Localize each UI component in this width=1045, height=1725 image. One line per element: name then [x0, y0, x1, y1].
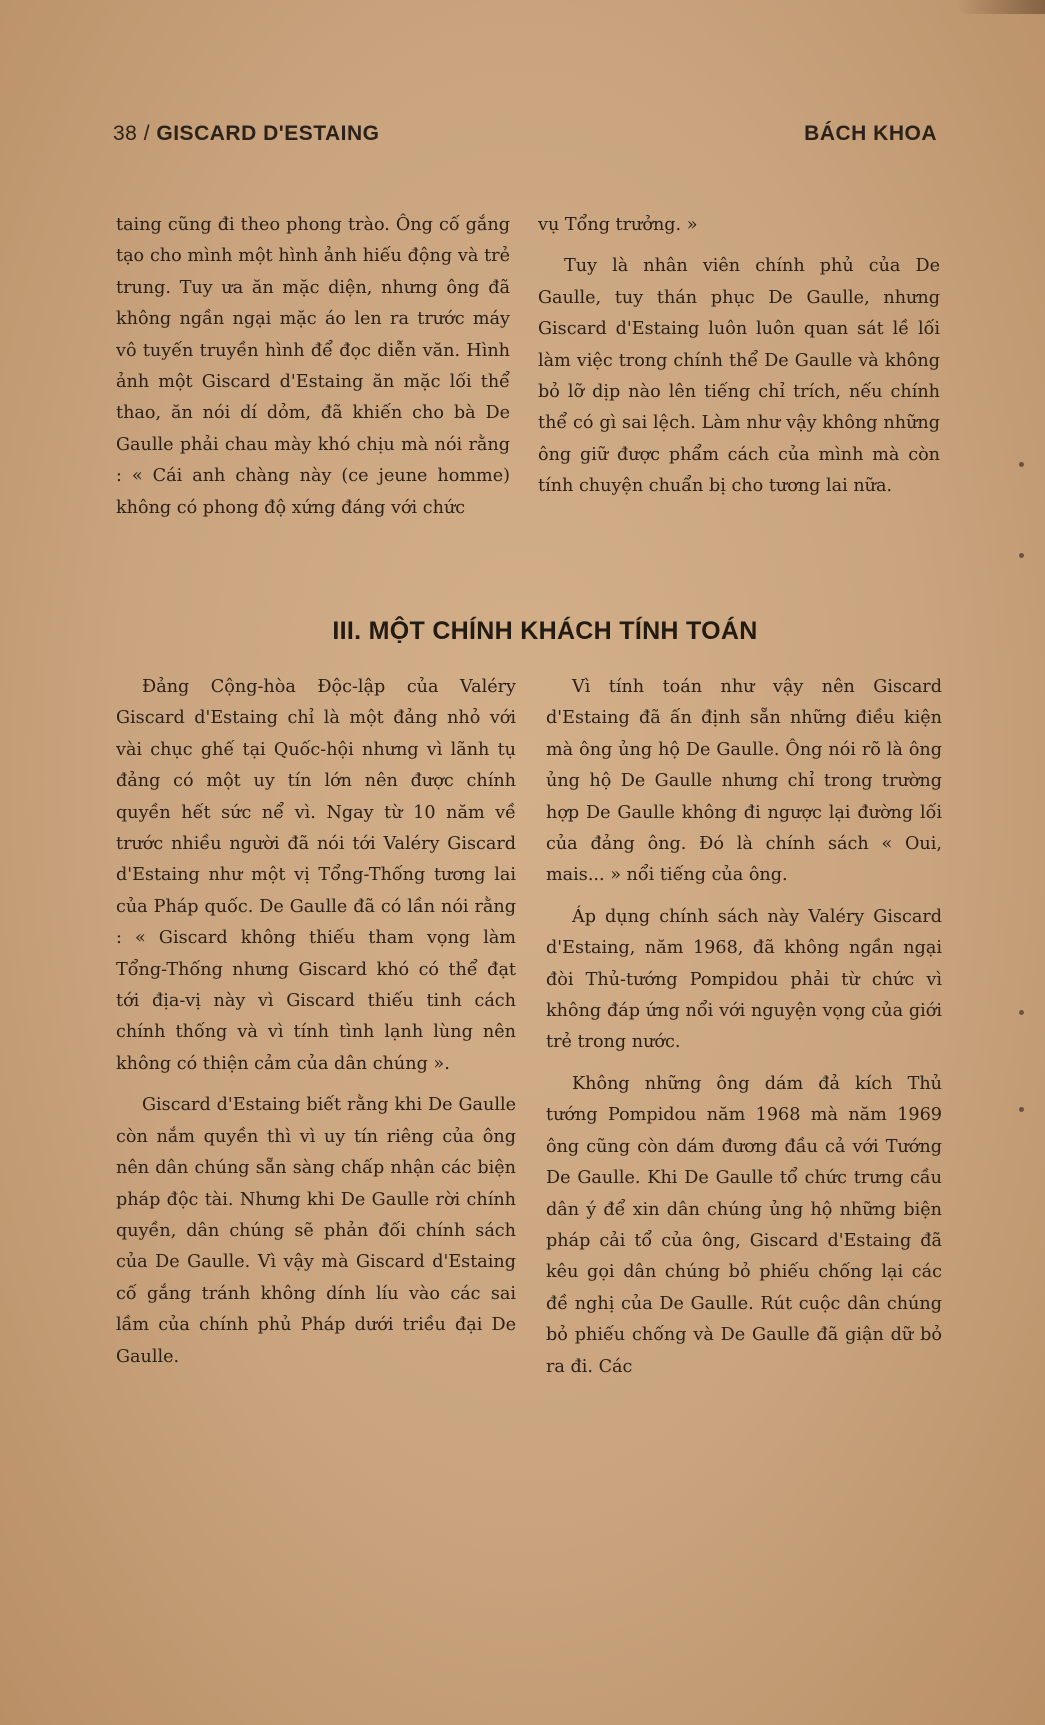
header-left: [113, 122, 380, 146]
margin-speck: [1019, 462, 1024, 467]
paragraph: vụ Tổng trưởng. »: [538, 215, 698, 235]
paragraph: Không những ông dám đả kích Thủ tướng Pompidou năm 1968 mà năm 1969 ông cũng còn dám đương đầu cả với Tướng De Gaulle. Khi De Gaulle tổ chức trưng cầu dân ý để xin dân chúng ủng hộ những biện pháp cải tổ của ông, Giscard d'Estaing đã kêu gọi dân chúng bỏ phiếu chống lại các đề nghị của De Gaulle. Rút cuộc dân chúng bỏ phiếu chống và De Gaulle đã giận dữ bỏ ra đi. Các: [546, 1073, 942, 1377]
column-bottom-right: [546, 672, 942, 1383]
running-header: [113, 122, 937, 152]
column-bottom-left: [116, 672, 516, 1373]
section-heading: III. MỘT CHÍNH KHÁCH TÍNH TOÁN: [332, 617, 758, 645]
paragraph: Vì tính toán như vậy nên Giscard d'Estaing đã ấn định sẵn những điều kiện mà ông ủng hộ De Gaulle. Ông nói rõ là ông ủng hộ De Gaulle nhưng chỉ trong trường hợp De Gaulle không đi ngược lại đường lối của đảng ông. Đó là chính sách « Oui, mais... » nổi tiếng của ông.: [546, 677, 942, 886]
margin-speck: [1019, 553, 1024, 558]
magazine-name: BÁCH KHOA: [804, 122, 937, 145]
paragraph: Giscard d'Estaing biết rằng khi De Gaulle còn nắm quyền thì vì uy tín riêng của ông nên dân chúng sẵn sàng chấp nhận các biện pháp độc tài. Nhưng khi De Gaulle rời chính quyền, dân chúng sẽ phản đối chính sách của De Gaulle. Vì vậy mà Giscard d'Estaing cố gắng tránh không dính líu vào các sai lầm của chính phủ Pháp dưới triều đại De Gaulle.: [116, 1095, 516, 1367]
column-top-right: [538, 210, 940, 503]
page-number: 38: [113, 122, 138, 145]
article-name: GISCARD D'ESTAING: [156, 122, 380, 145]
margin-speck: [1019, 1107, 1024, 1112]
page-stain: [955, 0, 1045, 14]
paragraph: Tuy là nhân viên chính phủ của De Gaulle, tuy thán phục De Gaulle, nhưng Giscard d'Estaing luôn luôn quan sát lề lối làm việc trong chính thể De Gaulle và không bỏ lỡ dịp nào lên tiếng chỉ trích, nếu chính thể có gì sai lệch. Làm như vậy không những ông giữ được phẩm cách của mình mà còn tính chuyện chuẩn bị cho tương lai nữa.: [538, 256, 940, 497]
paragraph: taing cũng đi theo phong trào. Ông cố gắng tạo cho mình một hình ảnh hiếu động và trẻ trung. Tuy ưa ăn mặc diện, nhưng ông đã không ngần ngại mặc áo len ra trước máy vô tuyến truyền hình để đọc diễn văn. Hình ảnh một Giscard d'Estaing ăn mặc lối thể thao, ăn nói dí dỏm, đã khiến cho bà De Gaulle phải chau mày khó chịu mà nói rằng : « Cái anh chàng này (ce jeune homme) không có phong độ xứng đáng với chức: [116, 215, 510, 518]
header-separator: /: [143, 122, 151, 145]
column-top-left: [116, 210, 510, 524]
paragraph: Đảng Cộng-hòa Độc-lập của Valéry Giscard d'Estaing chỉ là một đảng nhỏ với vài chục ghế tại Quốc-hội nhưng vì lãnh tụ đảng có một uy tín lớn nên được chính quyền hết sức nể vì. Ngay từ 10 năm về trước nhiều người đã nói tới Valéry Giscard d'Estaing như một vị Tổng-Thống tương lai của Pháp quốc. De Gaulle đã có lần nói rằng : « Giscard không thiếu tham vọng làm Tổng-Thống nhưng Giscard khó có thể đạt tới địa-vị này vì Giscard thiếu tinh cách chính thống và vì tính tình lạnh lùng nên không có thiện cảm của dân chúng ».: [116, 677, 516, 1074]
margin-speck: [1019, 1010, 1024, 1015]
paragraph: Áp dụng chính sách này Valéry Giscard d'Estaing, năm 1968, đã không ngần ngại đòi Thủ-tướng Pompidou phải từ chức vì không đáp ứng nổi với nguyện vọng của giới trẻ trong nước.: [546, 906, 942, 1053]
